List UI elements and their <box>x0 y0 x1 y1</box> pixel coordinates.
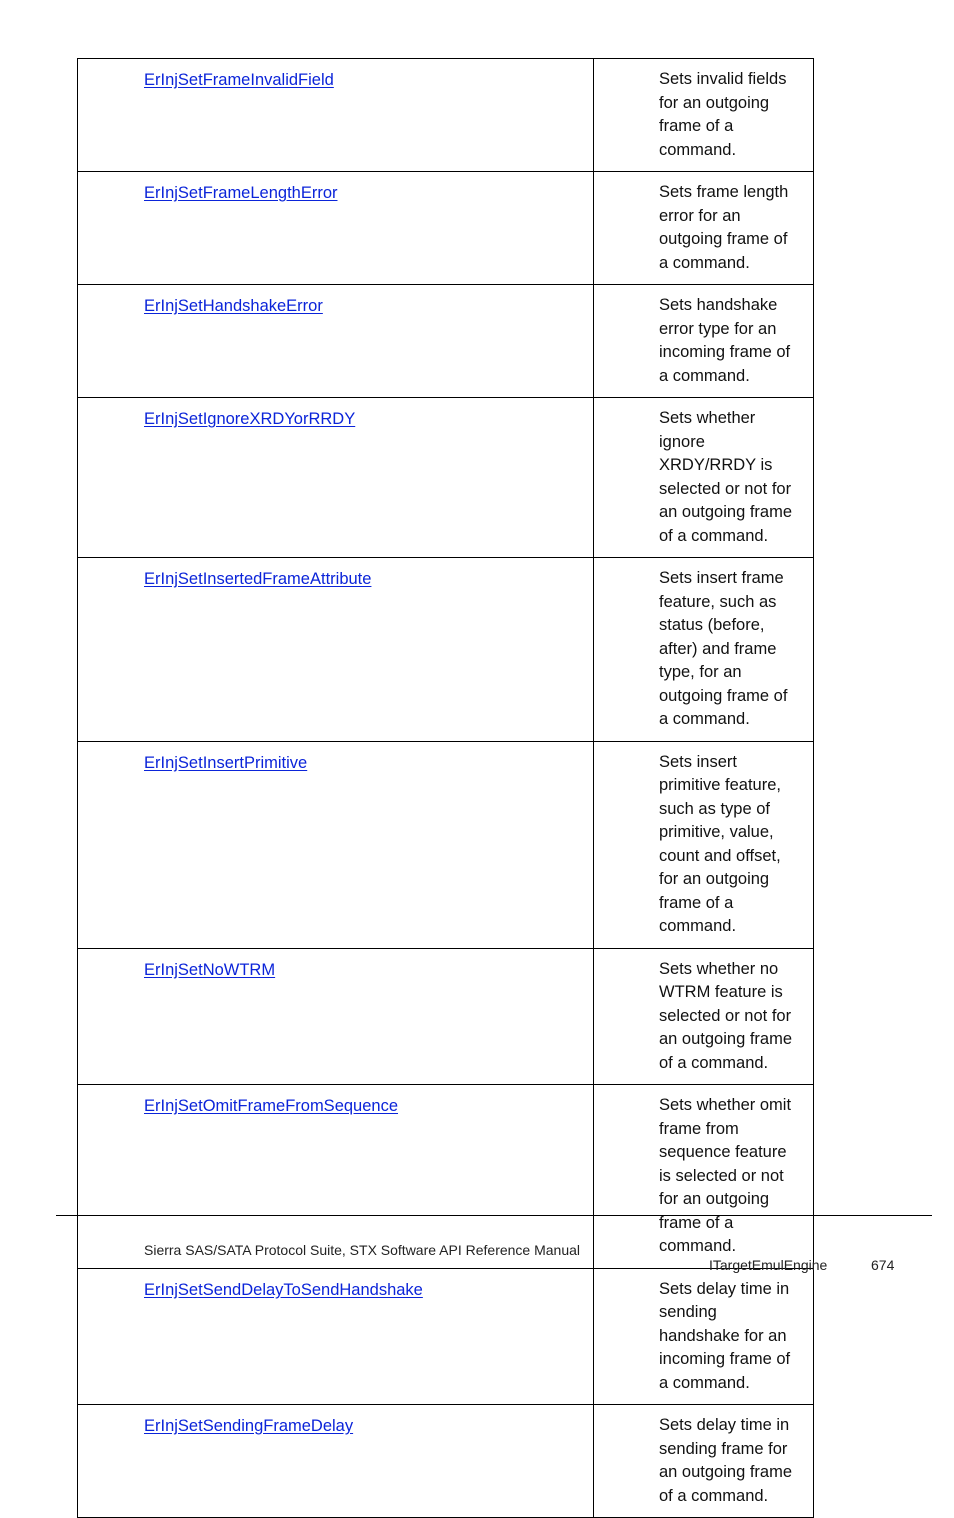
method-description: Sets insert primitive feature, such as type of primitive, value, count and offset, for an outgoing frame of a command. <box>594 741 814 948</box>
method-link[interactable]: ErInjSetFrameInvalidField <box>144 71 334 89</box>
footer-manual-title: Sierra SAS/SATA Protocol Suite, STX Software API Reference Manual <box>144 1242 581 1258</box>
method-description: Sets whether no WTRM feature is selected or not for an outgoing frame of a command. <box>594 948 814 1085</box>
table-row <box>78 948 814 1085</box>
method-description: Sets insert frame feature, such as status (before, after) and frame type, for an outgoing frame of a command. <box>594 558 814 742</box>
method-name-cell <box>78 59 594 172</box>
table-row <box>78 1085 814 1269</box>
method-link[interactable]: ErInjSetIgnoreXRDYorRRDY <box>144 410 356 428</box>
api-method-table <box>77 58 814 1518</box>
footer-section-name: ITargetEmulEngine <box>709 1257 828 1273</box>
method-description: Sets whether ignore XRDY/RRDY is selected or not for an outgoing frame of a command. <box>594 398 814 558</box>
table-row <box>78 1405 814 1518</box>
table-row <box>78 285 814 398</box>
method-name-cell <box>78 398 594 558</box>
method-link[interactable]: ErInjSetInsertedFrameAttribute <box>144 570 372 588</box>
method-name-cell <box>78 1405 594 1518</box>
table-row <box>78 398 814 558</box>
method-name-cell <box>78 741 594 948</box>
method-description: Sets delay time in sending frame for an outgoing frame of a command. <box>594 1405 814 1518</box>
table-row <box>78 1268 814 1405</box>
method-link[interactable]: ErInjSetInsertPrimitive <box>144 753 308 772</box>
table-row <box>78 59 814 172</box>
table-row <box>78 741 814 948</box>
method-link[interactable]: ErInjSetOmitFrameFromSequence <box>144 1097 399 1115</box>
method-name-cell <box>78 948 594 1085</box>
method-description: Sets whether omit frame from sequence feature is selected or not for an outgoing frame of a command. <box>594 1085 814 1269</box>
method-link[interactable]: ErInjSetFrameLengthError <box>144 184 338 202</box>
method-link[interactable]: ErInjSetNoWTRM <box>144 960 276 979</box>
method-name-cell <box>78 558 594 742</box>
table-row <box>78 172 814 285</box>
method-description: Sets invalid fields for an outgoing frame of a command. <box>594 59 814 172</box>
method-link[interactable]: ErInjSetHandshakeError <box>144 297 323 315</box>
method-link[interactable]: ErInjSetSendDelayToSendHandshake <box>144 1280 423 1299</box>
footer-divider <box>56 1215 932 1216</box>
method-description: Sets handshake error type for an incoming frame of a command. <box>594 285 814 398</box>
method-name-cell <box>78 1085 594 1269</box>
method-link[interactable]: ErInjSetSendingFrameDelay <box>144 1417 354 1435</box>
footer-page-number: 674 <box>871 1257 895 1273</box>
table-row <box>78 558 814 742</box>
method-name-cell <box>78 285 594 398</box>
method-name-cell <box>78 1268 594 1405</box>
method-description: Sets frame length error for an outgoing frame of a command. <box>594 172 814 285</box>
method-description: Sets delay time in sending handshake for an incoming frame of a command. <box>594 1268 814 1405</box>
method-name-cell <box>78 172 594 285</box>
